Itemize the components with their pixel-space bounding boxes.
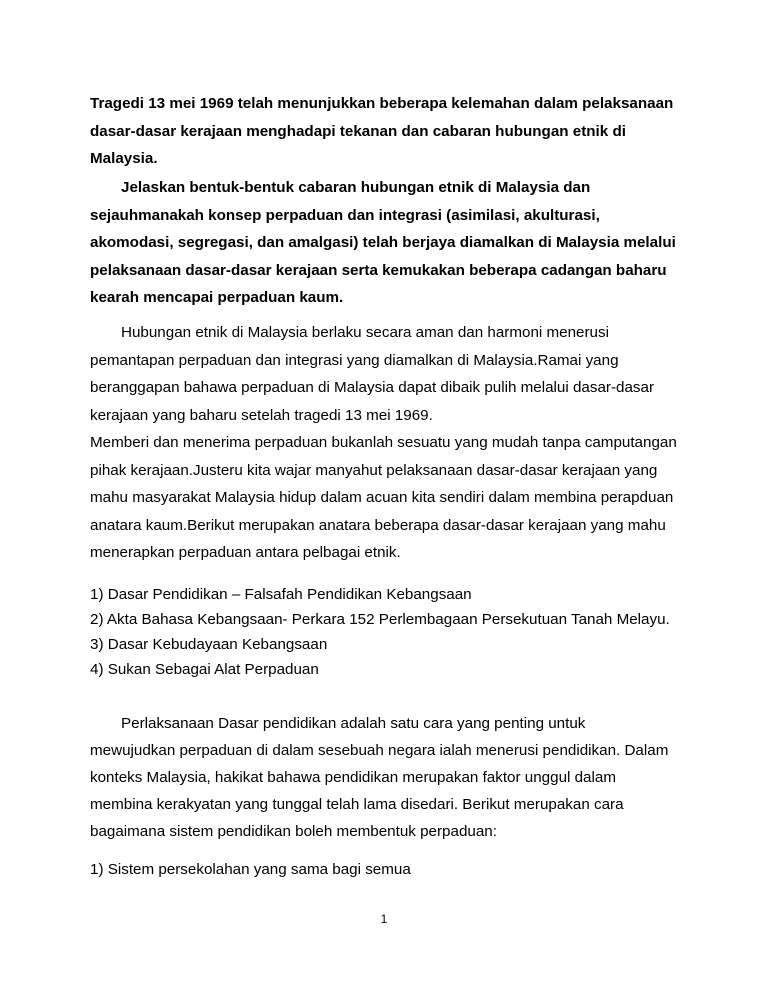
paragraph-line: konteks Malaysia, hakikat bahawa pendidikan merupakan faktor unggul dalam — [90, 769, 616, 786]
question-intro-line: dasar-dasar kerajaan menghadapi tekanan dan cabaran hubungan etnik di — [90, 122, 626, 140]
paragraph-education-policy — [90, 710, 690, 845]
question-task-line: Jelaskan bentuk-bentuk cabaran hubungan etnik di Malaysia dan — [121, 179, 591, 196]
paragraph-line: bagaimana sistem pendidikan boleh membentuk perpaduan: — [90, 823, 497, 840]
paragraph-line: anatara kaum.Berikut merupakan anatara beberapa dasar-dasar kerajaan yang mahu — [90, 516, 666, 534]
paragraph-line: Perlaksanaan Dasar pendidikan adalah satu cara yang penting untuk — [121, 715, 586, 732]
paragraph-line: mahu masyarakat Malaysia hidup dalam acuan kita sendiri dalam membina perapduan — [90, 489, 674, 506]
education-list — [90, 857, 690, 882]
paragraph-line: beranggapan bahawa perpaduan di Malaysia dapat dibaik pulih melalui dasar-dasar — [90, 379, 655, 396]
question-task — [90, 174, 690, 312]
page-number: 1 — [380, 912, 388, 926]
list-item: 1) Sistem persekolahan yang sama bagi semua — [90, 861, 411, 878]
paragraph-line: pihak kerajaan.Justeru kita wajar manyahut pelaksanaan dasar-dasar kerajaan yang — [90, 461, 658, 479]
paragraph-line: menerapkan perpaduan antara pelbagai etnik. — [90, 544, 401, 561]
question-task-line: akomodasi, segregasi, dan amalgasi) telah berjaya diamalkan di Malaysia melalui — [90, 234, 676, 251]
paragraph-line: mewujudkan perpaduan di dalam sesebuah negara ialah menerusi pendidikan. Dalam — [90, 742, 669, 759]
paragraph-government-policies — [90, 429, 690, 567]
policy-list — [90, 582, 690, 682]
question-task-line: pelaksanaan dasar-dasar kerajaan serta kemukakan beberapa cadangan baharu — [90, 261, 667, 279]
paragraph-line: Memberi dan menerima perpaduan bukanlah sesuatu yang mudah tanpa camputangan — [90, 434, 677, 451]
paragraph-line: Hubungan etnik di Malaysia berlaku secara aman dan harmoni menerusi — [121, 324, 609, 341]
paragraph-line: pemantapan perpaduan dan integrasi yang diamalkan di Malaysia.Ramai yang — [90, 351, 619, 369]
paragraph-line: membina kerakyatan yang tunggal telah lama disedari. Berikut merupakan cara — [90, 796, 624, 813]
list-item: 2) Akta Bahasa Kebangsaan- Perkara 152 Perlembagaan Persekutuan Tanah Melayu. — [90, 611, 670, 628]
question-intro — [90, 90, 690, 173]
question-intro-line: Tragedi 13 mei 1969 telah menunjukkan beberapa kelemahan dalam pelaksanaan — [90, 95, 674, 112]
paragraph-line: kerajaan yang baharu setelah tragedi 13 mei 1969. — [90, 406, 433, 424]
question-intro-line: Malaysia. — [90, 150, 158, 167]
paragraph-ethnic-relations — [90, 319, 690, 429]
list-item: 1) Dasar Pendidikan – Falsafah Pendidikan Kebangsaan — [90, 586, 472, 603]
list-item: 3) Dasar Kebudayaan Kebangsaan — [90, 636, 328, 653]
question-task-line: sejauhmanakah konsep perpaduan dan integrasi (asimilasi, akulturasi, — [90, 206, 600, 224]
list-item: 4) Sukan Sebagai Alat Perpaduan — [90, 661, 319, 678]
question-task-line: kearah mencapai perpaduan kaum. — [90, 289, 344, 306]
